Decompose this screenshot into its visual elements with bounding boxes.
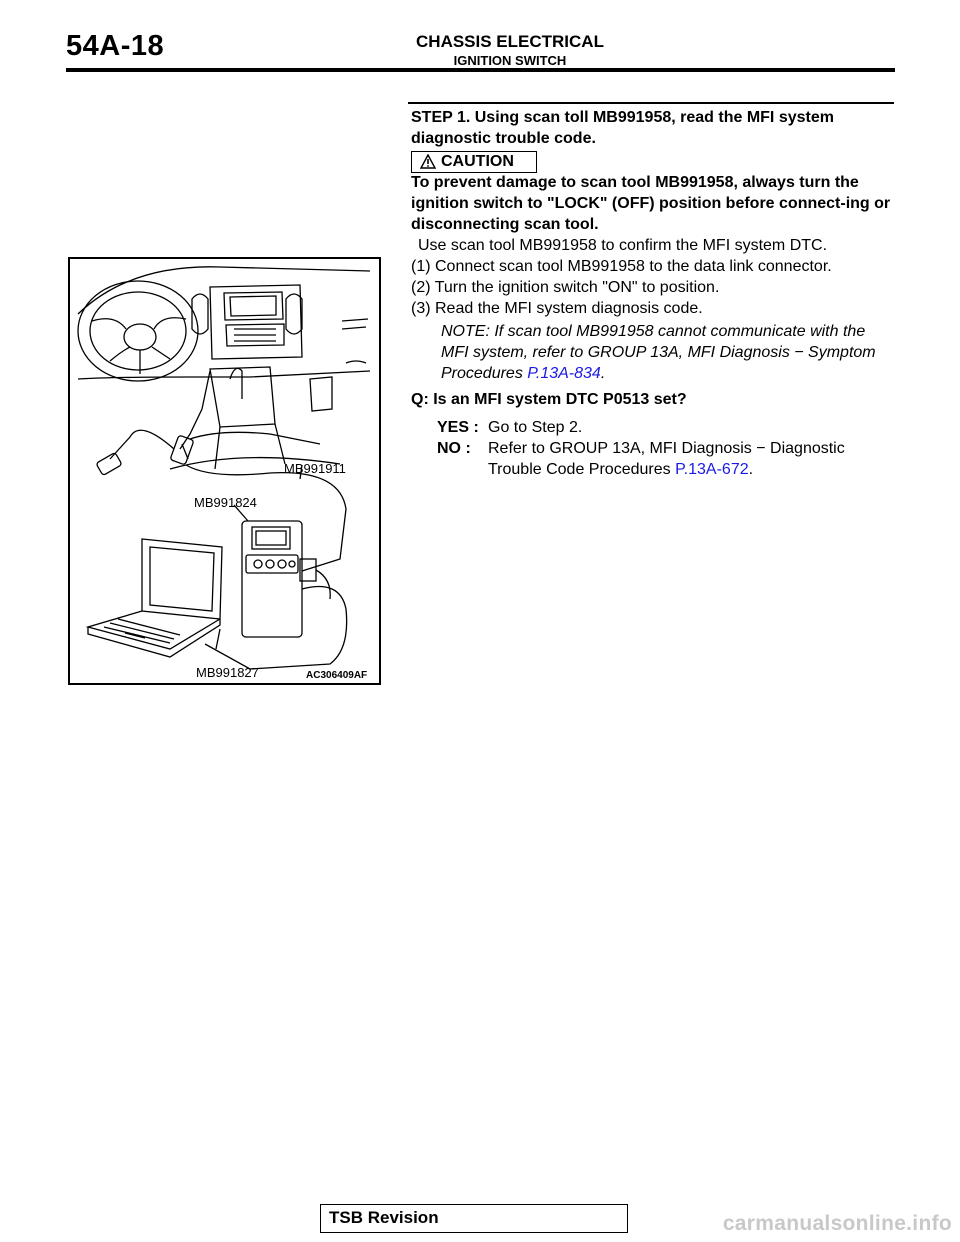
no-text [488, 438, 888, 480]
procedure-step-3: (3) Read the MFI system diagnosis code. [411, 300, 703, 317]
section-title: CHASSIS ELECTRICAL [416, 32, 604, 51]
no-end: . [748, 461, 754, 478]
page-number: 54A-18 [66, 30, 165, 62]
no-label: NO : [437, 440, 471, 457]
caution-text: To prevent damage to scan tool MB991958, always turn the ignition switch to "LOCK" (OFF) position before connect-ing or disconnecting scan tool. [411, 174, 891, 233]
watermark: carmanualsonline.info [722, 1212, 952, 1235]
no-body: Refer to GROUP 13A, MFI Diagnosis − Diagnostic Trouble Code Procedures [488, 440, 845, 478]
yes-text: Go to Step 2. [488, 419, 583, 436]
question-text: Q: Is an MFI system DTC P0513 set? [411, 391, 687, 408]
procedure-step-2: (2) Turn the ignition switch "ON" to position. [411, 279, 720, 296]
caution-label: CAUTION [441, 153, 514, 170]
cable-label-1: MB991911 [284, 461, 346, 476]
scan-tool-connection-figure [68, 257, 381, 685]
step-title: STEP 1. Using scan toll MB991958, read the MFI system diagnostic trouble code. [411, 109, 834, 147]
intro-text: Use scan tool MB991958 to confirm the MFI system DTC. [418, 237, 828, 254]
footer-label: TSB Revision [329, 1208, 439, 1227]
header-rule [66, 68, 895, 72]
dashboard-scan-tool-illustration [70, 259, 379, 683]
note-reference-link[interactable]: P.13A-834 [527, 365, 601, 382]
content-rule [408, 102, 894, 104]
procedure-step-1: (1) Connect scan tool MB991958 to the data link connector. [411, 258, 832, 275]
note-body: NOTE: If scan tool MB991958 cannot communicate with the MFI system, refer to GROUP 13A, MFI Diagnosis − Symptom Procedures [441, 323, 876, 382]
note-end: . [600, 365, 606, 382]
cable-label-2: MB991824 [194, 495, 257, 510]
warning-icon [420, 154, 436, 169]
figure-id: AC306409AF [306, 670, 368, 681]
yes-label: YES : [437, 419, 479, 436]
footer-box [320, 1204, 628, 1233]
note-text [441, 321, 881, 384]
caution-box [411, 151, 537, 173]
subsection-title: IGNITION SWITCH [453, 53, 567, 68]
no-reference-link[interactable]: P.13A-672 [675, 461, 749, 478]
cable-label-3: MB991827 [196, 665, 259, 680]
